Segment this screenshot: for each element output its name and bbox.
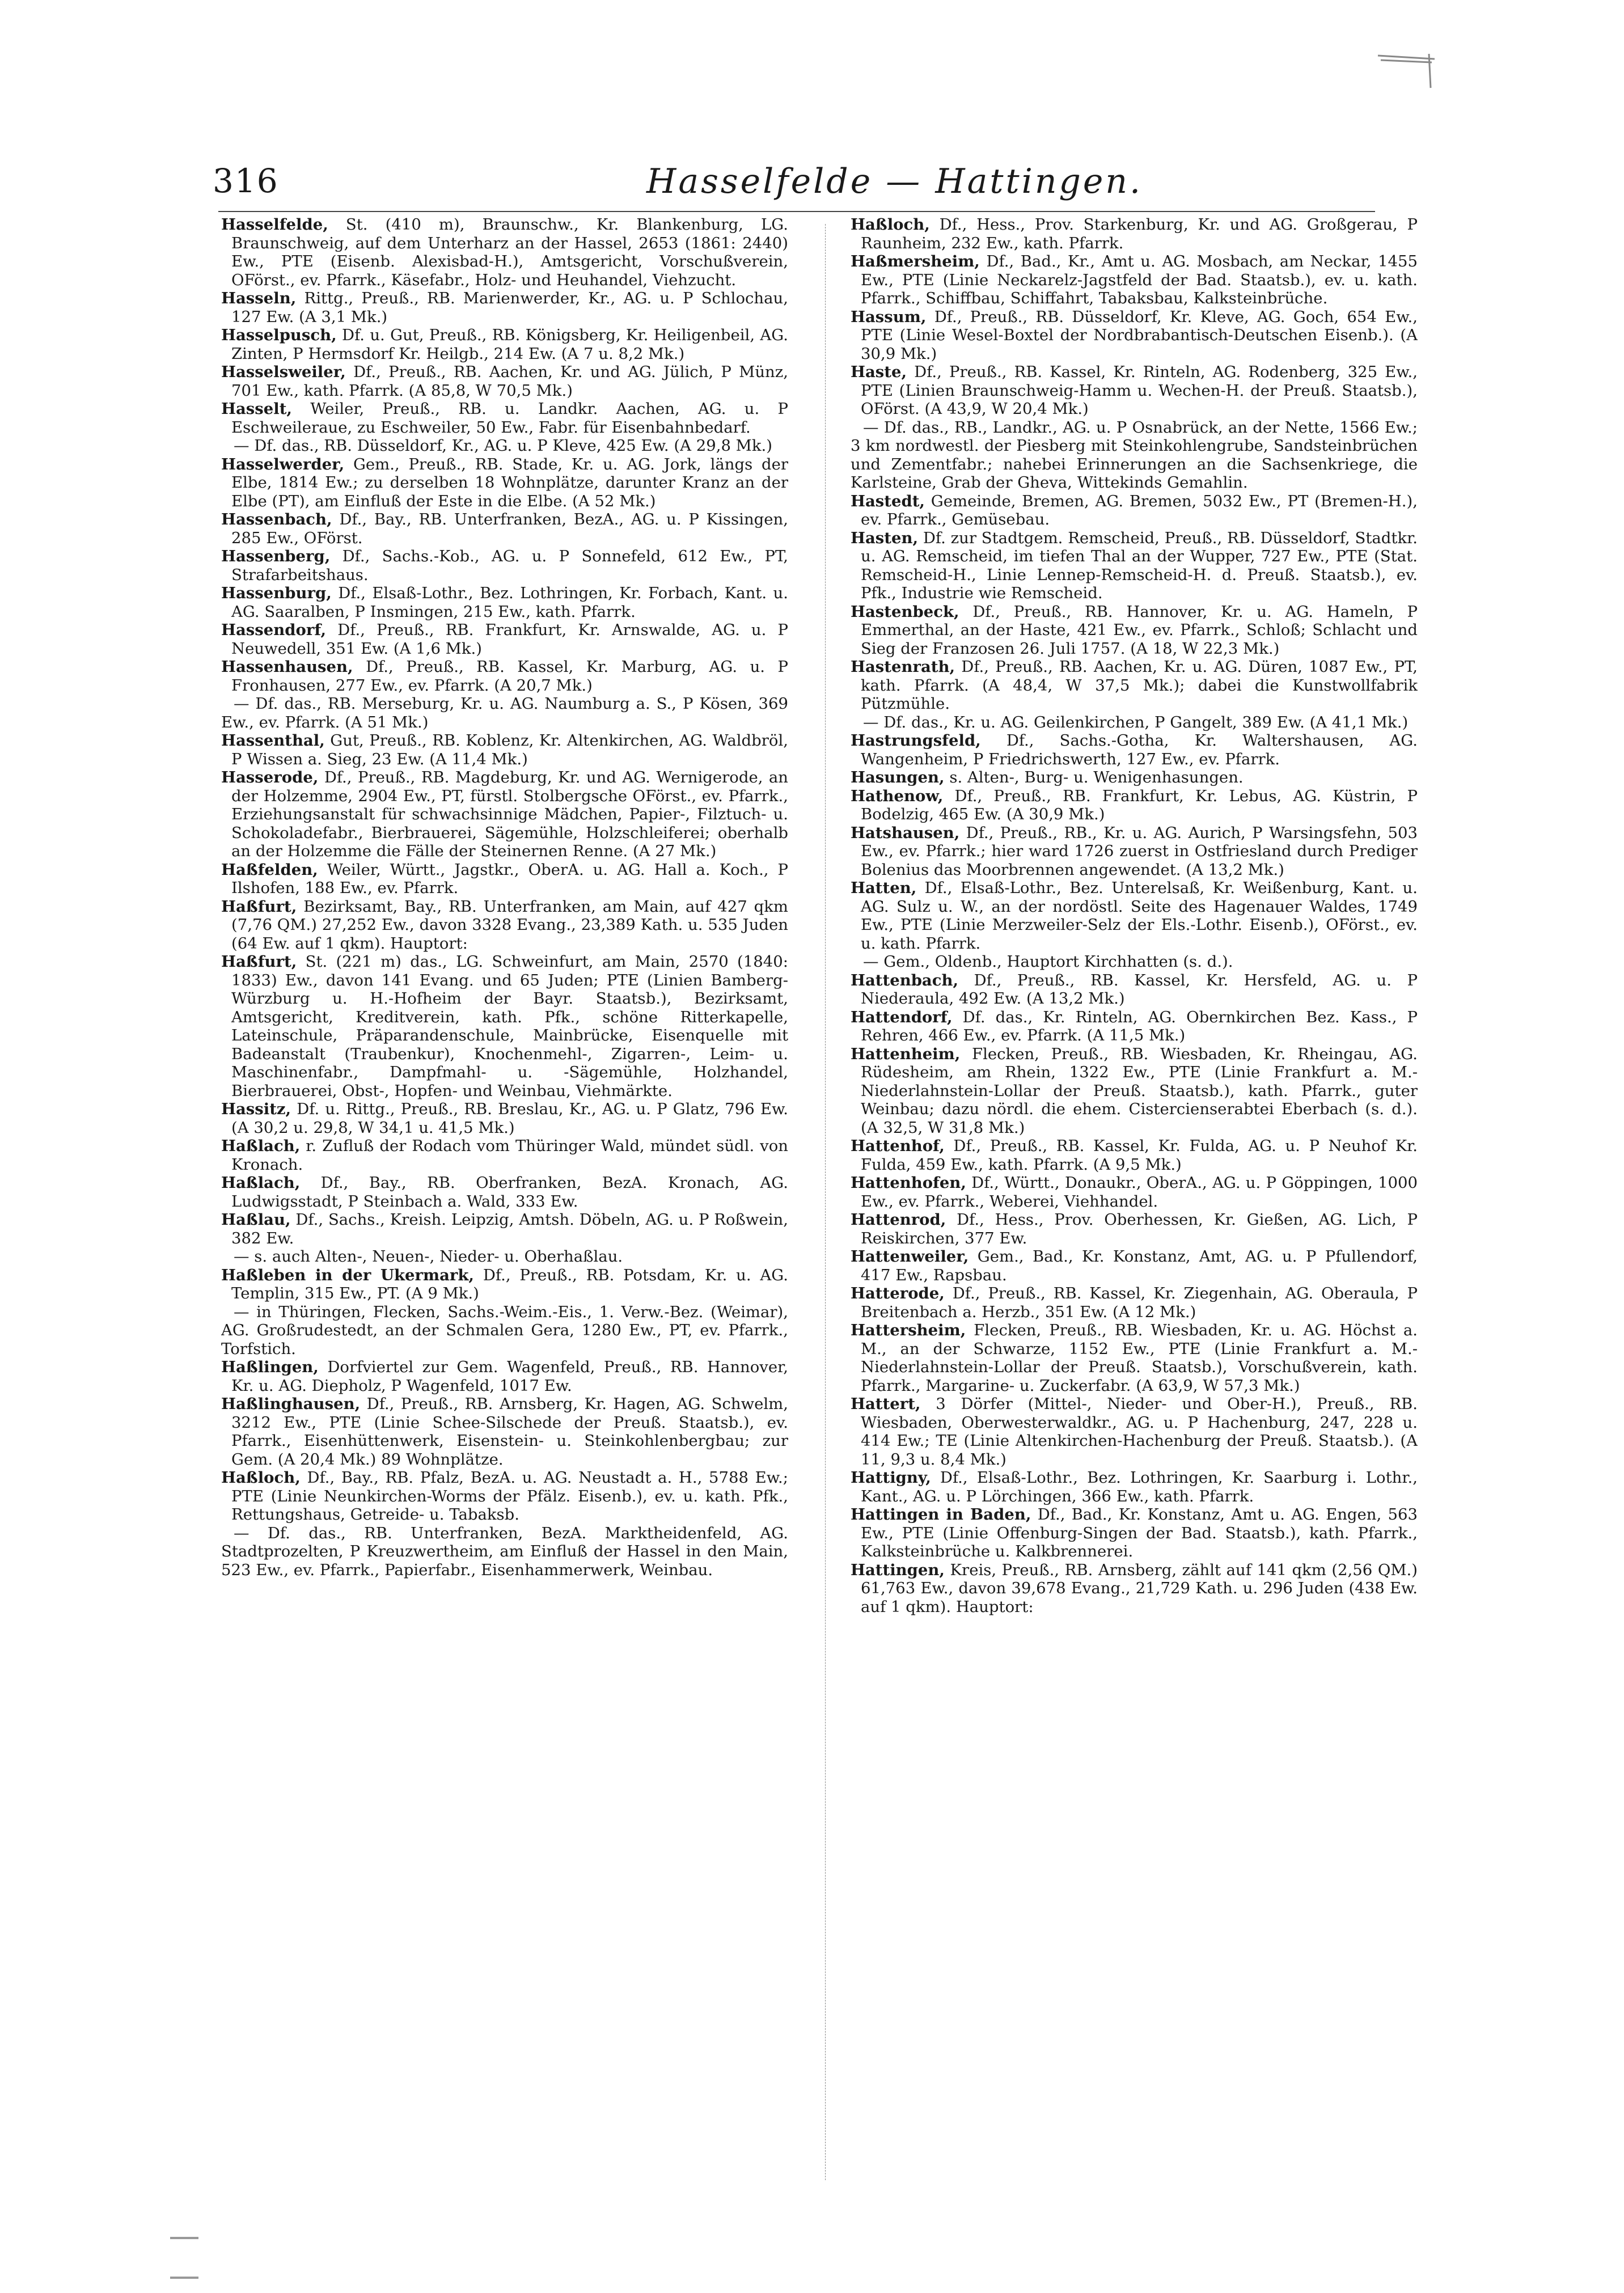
entry-headword: Haßfurt,: [221, 953, 297, 971]
entry-text: Df., Bad., Kr. Konstanz, Amt u. AG. Engen, 563 Ew., PTE (Linie Offenburg-Singen der Bad. Staatsb.), kath. Pfarrk., Kalksteinbrüche u. Kalkbrennerei.: [861, 1505, 1418, 1560]
dictionary-entry: [221, 1395, 788, 1469]
dictionary-entry: [851, 658, 1418, 713]
entry-text: — s. auch Alten-, Neuen-, Nieder- u. Oberhaßlau.: [234, 1247, 623, 1266]
entry-text: Gemeinde, Bremen, AG. Bremen, 5032 Ew., PT (Bremen-H.), ev. Pfarrk., Gemüsebau.: [861, 492, 1418, 528]
entry-headword: Hastrungsfeld,: [851, 731, 981, 750]
entry-headword: Hassenberg,: [221, 547, 331, 565]
entry-headword: Haßfelden,: [221, 860, 318, 879]
entry-headword: Hattigny,: [851, 1469, 931, 1487]
entry-text: Df. u. Gut, Preuß., RB. Königsberg, Kr. Heiligenbeil, AG. Zinten, P Hermsdorf Kr. Heilgb., 214 Ew. (A 7 u. 8,2 Mk.): [231, 326, 788, 363]
entry-headword: Hastenbeck,: [851, 602, 959, 621]
entry-text: Df., Preuß., RB. Düsseldorf, Kr. Kleve, AG. Goch, 654 Ew., PTE (Linie Wesel-Boxtel der Nordbrabantisch-Deutschen Eisenb.). (A 30,9 Mk.): [861, 307, 1418, 363]
dictionary-entry: [221, 584, 788, 621]
entry-headword: Hasselt,: [221, 400, 292, 418]
entry-headword: Haßlingen,: [221, 1358, 319, 1376]
dictionary-entry: [851, 953, 1418, 971]
entry-headword: Hatterode,: [851, 1284, 945, 1302]
entry-text: Df., Preuß., RB. Aachen, Kr. und AG. Jülich, P Münz, 701 Ew., kath. Pfarrk. (A 85,8, W 70,5 Mk.): [231, 363, 788, 400]
entry-text: Df. zur Stadtgem. Remscheid, Preuß., RB. Düsseldorf, Stadtkr. u. AG. Remscheid, im tiefen Thal an der Wupper, 727 Ew., PTE (Stat. Remscheid-H., Linie Lennep-Remscheid-H. d. Preuß. Staatsb.), ev. Pfk., Industrie wie Remscheid.: [861, 528, 1418, 602]
entry-headword: Hatshausen,: [851, 823, 960, 842]
entry-text: Df., Preuß., RB. Kassel, Kr. Ziegenhain, AG. Oberaula, P Breitenbach a. Herzb., 351 Ew. (A 12 Mk.): [861, 1284, 1418, 1321]
entry-headword: Hathenow,: [851, 786, 944, 805]
dictionary-entry: [221, 455, 788, 511]
entry-text: — Df. das., RB. Unterfranken, BezA. Marktheidenfeld, AG. Stadtprozelten, P Kreuzwertheim, am Einfluß der Hassel in den Main, 523 Ew., ev. Pfarrk., Papierfabr., Eisenhammerwerk, Weinbau.: [221, 1524, 788, 1579]
entry-text: Flecken, Preuß., RB. Wiesbaden, Kr. Rheingau, AG. Rüdesheim, am Rhein, 1322 Ew., PTE (Linie Frankfurt a. M.-Niederlahnstein-Lollar der Preuß. Staatsb.), kath. Pfarrk., guter Weinbau; dazu nördl. die ehem. Cistercienserabtei Eberbach (s. d.). (A 32,5, W 31,8 Mk.): [861, 1044, 1418, 1137]
header-rule: [218, 211, 1375, 212]
entry-text: Df., Hess., Prov. Oberhessen, Kr. Gießen, AG. Lich, P Reiskirchen, 377 Ew.: [861, 1211, 1418, 1247]
entry-text: St. (221 m) das., LG. Schweinfurt, am Main, 2570 (1840: 1833) Ew., davon 141 Evang. und 65 Juden; PTE (Linien Bamberg-Würzburg u. H.-Hofheim der Bayr. Staatsb.), Bezirksamt, Amtsgericht, Kreditverein, kath. Pfk., schöne Ritterkapelle, Lateinschule, Präparandenschule, Mainbrücke, Eisenquelle mit Badeanstalt (Traubenkur), Knochenmehl-, Zigarren-, Leim- u. Maschinenfabr., Dampfmahl- u. -Sägemühle, Holzhandel, Bierbrauerei, Obst-, Hopfen- und Weinbau, Viehmärkte.: [231, 953, 788, 1100]
entry-text: Df., Elsaß-Lothr., Bez. Lothringen, Kr. Saarburg i. Lothr., Kant., AG. u. P Lörchingen, 366 Ew., kath. Pfarrk.: [861, 1469, 1418, 1505]
entry-headword: Haßloch,: [221, 1469, 301, 1487]
entry-text: Df., Sachs., Kreish. Leipzig, Amtsh. Döbeln, AG. u. P Roßwein, 382 Ew.: [231, 1211, 788, 1247]
dictionary-entry: [851, 529, 1418, 603]
dictionary-entry: [221, 898, 788, 953]
entry-headword: Hattenheim,: [851, 1044, 961, 1063]
left-column: [221, 215, 788, 2234]
dictionary-entry: [851, 1284, 1418, 1321]
dictionary-entry: [221, 658, 788, 695]
entry-text: Kreis, Preuß., RB. Arnsberg, zählt auf 141 qkm (2,56 QM.) 61,763 Ew., davon 39,678 Evang., 21,729 Kath. u. 296 Juden (438 Ew. auf 1 qkm). Hauptort:: [861, 1560, 1418, 1616]
entry-text: — in Thüringen, Flecken, Sachs.-Weim.-Eis., 1. Verw.-Bez. (Weimar), AG. Großrudestedt, an der Schmalen Gera, 1280 Ew., PT, ev. Pfarrk., Torfstich.: [221, 1302, 788, 1358]
dictionary-entry: [221, 1100, 788, 1137]
dictionary-entry: [851, 1045, 1418, 1137]
entry-headword: Haßlach,: [221, 1174, 301, 1192]
entry-headword: Haßmersheim,: [851, 252, 980, 270]
corner-scan-mark: [1375, 51, 1437, 91]
entry-text: Weiler, Preuß., RB. u. Landkr. Aachen, AG. u. P Eschweileraue, zu Eschweiler, 50 Ew., Fabr. für Eisenbahnbedarf.: [231, 400, 788, 437]
dictionary-entry: [851, 787, 1418, 824]
dictionary-entry: [221, 1211, 788, 1247]
dictionary-entry: [851, 1561, 1418, 1617]
entry-headword: Haßfurt,: [221, 897, 297, 916]
entry-headword: Haßlinghausen,: [221, 1395, 361, 1413]
dictionary-entry: [851, 713, 1418, 732]
dictionary-entry: [221, 731, 788, 768]
entry-text: Df. u. Rittg., Preuß., RB. Breslau, Kr., AG. u. P Glatz, 796 Ew. (A 30,2 u. 29,8, W 34,1 u. 41,5 Mk.): [231, 1100, 788, 1137]
entry-headword: Hasserode,: [221, 768, 319, 786]
entry-text: Df., Preuß., RB. Frankfurt, Kr. Arnswalde, AG. u. P Neuwedell, 351 Ew. (A 1,6 Mk.): [231, 621, 788, 658]
entry-text: Df., Preuß., RB. Frankfurt, Kr. Lebus, AG. Küstrin, P Bodelzig, 465 Ew. (A 30,9 Mk.): [861, 786, 1418, 823]
right-column: [851, 215, 1418, 2234]
dictionary-entry: [851, 1008, 1418, 1045]
dictionary-entry: [851, 768, 1418, 787]
entry-headword: Hasselsweiler,: [221, 363, 346, 381]
entry-headword: Hattenbach,: [851, 971, 959, 989]
dictionary-entry: [851, 1469, 1418, 1505]
entry-text: — Df. das., Kr. u. AG. Geilenkirchen, P Gangelt, 389 Ew. (A 41,1 Mk.): [863, 713, 1409, 731]
entry-text: Df., Preuß., RB. Potsdam, Kr. u. AG. Templin, 315 Ew., PT. (A 9 Mk.): [231, 1266, 788, 1302]
entry-headword: Hastenrath,: [851, 658, 955, 676]
entry-headword: Hasselfelde,: [221, 215, 328, 234]
entry-headword: Hassenbach,: [221, 510, 332, 528]
entry-headword: Hattert,: [851, 1395, 921, 1413]
entry-text: Df., Preuß., RB. Kassel, Kr. Marburg, AG. u. P Fronhausen, 277 Ew., ev. Pfarrk. (A 20,7 Mk.): [231, 658, 788, 695]
entry-headword: Haßloch,: [851, 215, 930, 234]
entry-headword: Haßlau,: [221, 1211, 291, 1229]
entry-text: Df., Bay., RB. Oberfranken, BezA. Kronach, AG. Ludwigsstadt, P Steinbach a. Wald, 333 Ew.: [231, 1174, 788, 1211]
entry-text: Df., Hess., Prov. Starkenburg, Kr. und AG. Großgerau, P Raunheim, 232 Ew., kath. Pfarrk.: [861, 215, 1418, 252]
column-divider: [825, 224, 826, 2180]
dictionary-entry: [851, 418, 1418, 492]
dictionary-entry: [851, 363, 1418, 418]
entry-headword: Hattenhof,: [851, 1137, 945, 1155]
dictionary-entry: [221, 1247, 788, 1266]
dictionary-entry: [851, 1247, 1418, 1284]
entry-text: Df., Preuß., RB. Kassel, Kr. Rinteln, AG. Rodenberg, 325 Ew., PTE (Linien Braunschweig-Hamm u. Wechen-H. der Preuß. Staatsb.), OFörst. (A 43,9, W 20,4 Mk.): [861, 363, 1418, 418]
dictionary-entry: [851, 492, 1418, 529]
dictionary-entry: [221, 510, 788, 547]
entry-text: Df., Preuß., RB., Kr. u. AG. Aurich, P Warsingsfehn, 503 Ew., ev. Pfarrk.; hier ward 1726 zuerst in Ostfriesland durch Prediger Bolenius das Moorbrennen angewendet. (A 13,2 Mk.): [861, 823, 1418, 879]
dictionary-entry: [221, 400, 788, 437]
entry-headword: Hassenburg,: [221, 584, 332, 602]
entry-headword: Hattenhofen,: [851, 1174, 966, 1192]
entry-text: 3 Dörfer (Mittel-, Nieder- und Ober-H.), Preuß., RB. Wiesbaden, Oberwesterwaldkr., AG. u. P Hachenburg, 247, 228 u. 414 Ew.; TE (Linie Altenkirchen-Hachenburg der Preuß. Staatsb.). (A 11, 9,3 u. 8,4 Mk.): [861, 1395, 1418, 1469]
page-title: Hasselfelde — Hattingen.: [646, 162, 1143, 201]
dictionary-entry: [851, 1211, 1418, 1247]
entry-headword: Hattenweiler,: [851, 1247, 969, 1266]
entry-text: Df., Preuß., RB. Kassel, Kr. Hersfeld, AG. u. P Niederaula, 492 Ew. (A 13,2 Mk.): [861, 971, 1418, 1008]
dictionary-entry: [221, 1469, 788, 1524]
entry-text: Df., Bay., RB. Unterfranken, BezA., AG. u. P Kissingen, 285 Ew., OFörst.: [231, 510, 788, 547]
entry-text: Gem., Bad., Kr. Konstanz, Amt, AG. u. P Pfullendorf, 417 Ew., Rapsbau.: [861, 1247, 1418, 1284]
dictionary-entry: [851, 215, 1418, 252]
dictionary-entry: [221, 1137, 788, 1174]
entry-text: Df., Württ., Donaukr., OberA., AG. u. P Göppingen, 1000 Ew., ev. Pfarrk., Weberei, Viehhandel.: [861, 1174, 1418, 1211]
dictionary-entry: [221, 695, 788, 731]
entry-headword: Hattenrod,: [851, 1211, 946, 1229]
dictionary-entry: [221, 768, 788, 861]
edge-scan-mark: [170, 2277, 198, 2279]
entry-headword: Hasten,: [851, 528, 919, 547]
dictionary-entry: [851, 603, 1418, 658]
dictionary-entry: [221, 363, 788, 400]
dictionary-entry: [221, 621, 788, 658]
dictionary-entry: [221, 861, 788, 898]
entry-text: Dorfviertel zur Gem. Wagenfeld, Preuß., RB. Hannover, Kr. u. AG. Diepholz, P Wagenfeld, 1017 Ew.: [231, 1358, 788, 1395]
edge-scan-mark: [170, 2237, 198, 2239]
entry-text: Bezirksamt, Bay., RB. Unterfranken, am Main, auf 427 qkm (7,76 QM.) 27,252 Ew., davon 3328 Evang., 23,389 Kath. u. 535 Juden (64 Ew. auf 1 qkm). Hauptort:: [231, 897, 788, 953]
entry-headword: Hassitz,: [221, 1100, 291, 1118]
entry-text: s. Alten-, Burg- u. Wenigenhasungen.: [949, 768, 1244, 786]
dictionary-entry: [221, 437, 788, 455]
dictionary-entry: [851, 879, 1418, 953]
dictionary-entry: [851, 308, 1418, 363]
entry-text: Df., Preuß., RB. Hannover, Kr. u. AG. Hameln, P Emmerthal, an der Haste, 421 Ew., ev. Pfarrk., Schloß; Schlacht und Sieg der Franzosen 26. Juli 1757. (A 18, W 22,3 Mk.): [861, 602, 1418, 658]
entry-text: Df., Bad., Kr., Amt u. AG. Mosbach, am Neckar, 1455 Ew., PTE (Linie Neckarelz-Jagstfeld der Bad. Staatsb.), ev. u. kath. Pfarrk., Schiffbau, Schiffahrt, Tabaksbau, Kalksteinbrüche.: [861, 252, 1418, 307]
entry-text: Gut, Preuß., RB. Koblenz, Kr. Altenkirchen, AG. Waldbröl, P Wissen a. Sieg, 23 Ew. (A 11,4 Mk.): [231, 731, 788, 768]
dictionary-entry: [221, 215, 788, 289]
entry-text: Df., Sachs.-Kob., AG. u. P Sonnefeld, 612 Ew., PT, Strafarbeitshaus.: [231, 547, 788, 584]
entry-headword: Hassenhausen,: [221, 658, 353, 676]
entry-text: — Gem., Oldenb., Hauptort Kirchhatten (s. d.).: [863, 953, 1233, 971]
dictionary-entry: [851, 1137, 1418, 1174]
page-number: 316: [213, 162, 279, 200]
dictionary-entry: [851, 731, 1418, 768]
entry-headword: Hastedt,: [851, 492, 925, 510]
entry-headword: Hasungen,: [851, 768, 945, 786]
dictionary-entry: [851, 971, 1418, 1008]
dictionary-entry: [221, 1303, 788, 1359]
entry-text: Df., Elsaß-Lothr., Bez. Lothringen, Kr. Forbach, Kant. u. AG. Saaralben, P Insmingen, 215 Ew., kath. Pfarrk.: [231, 584, 788, 621]
dictionary-entry: [851, 1174, 1418, 1211]
dictionary-entry: [221, 1174, 788, 1211]
entry-text: Rittg., Preuß., RB. Marienwerder, Kr., AG. u. P Schlochau, 127 Ew. (A 3,1 Mk.): [231, 289, 788, 326]
entry-text: St. (410 m), Braunschw., Kr. Blankenburg, LG. Braunschweig, auf dem Unterharz an der Hassel, 2653 (1861: 2440) Ew., PTE (Eisenb. Alexisbad-H.), Amtsgericht, Vorschußverein, OFörst., ev. Pfarrk., Käsefabr., Holz- und Heuhandel, Viehzucht.: [231, 215, 788, 289]
entry-text: Df., Preuß., RB. Aachen, Kr. u. AG. Düren, 1087 Ew., PT, kath. Pfarrk. (A 48,4, W 37,5 Mk.); dabei die Kunstwollfabrik Pützmühle.: [861, 658, 1418, 713]
entry-text: Df., Preuß., RB. Kassel, Kr. Fulda, AG. u. P Neuhof Kr. Fulda, 459 Ew., kath. Pfarrk. (A 9,5 Mk.): [861, 1137, 1418, 1174]
entry-headword: Hassendorf,: [221, 621, 327, 639]
entry-text: Df., Elsaß-Lothr., Bez. Unterelsaß, Kr. Weißenburg, Kant. u. AG. Sulz u. W., an der nordöstl. Seite des Hagenauer Waldes, 1749 Ew., PTE (Linie Merzweiler-Selz der Els.-Lothr. Eisenb.), OFörst., ev. u. kath. Pfarrk.: [861, 879, 1418, 953]
entry-headword: Hattingen,: [851, 1560, 945, 1579]
entry-headword: Hasselwerder,: [221, 455, 345, 473]
entry-headword: Haste,: [851, 363, 907, 381]
entry-text: Gem., Preuß., RB. Stade, Kr. u. AG. Jork, längs der Elbe, 1814 Ew.; zu derselben 18 Wohnplätze, darunter Kranz an der Elbe (PT), am Einfluß der Este in die Elbe. (A 52 Mk.): [231, 455, 788, 510]
entry-text: Flecken, Preuß., RB. Wiesbaden, Kr. u. AG. Höchst a. M., an der Schwarze, 1152 Ew., PTE (Linie Frankfurt a. M.-Niederlahnstein-Lollar der Preuß. Staatsb.), Vorschußverein, kath. Pfarrk., Margarine- u. Zuckerfabr. (A 63,9, W 57,3 Mk.): [861, 1321, 1418, 1395]
entry-text: Df., Preuß., RB. Arnsberg, Kr. Hagen, AG. Schwelm, 3212 Ew., PTE (Linie Schee-Silschede der Preuß. Staatsb.), ev. Pfarrk., Eisenhüttenwerk, Eisenstein- u. Steinkohlenbergbau; zur Gem. (A 20,4 Mk.) 89 Wohnplätze.: [231, 1395, 788, 1469]
entry-headword: Hassum,: [851, 307, 927, 326]
dictionary-entry: [221, 289, 788, 326]
dictionary-entry: [221, 1524, 788, 1580]
entry-text: r. Zufluß der Rodach vom Thüringer Wald, mündet südl. von Kronach.: [231, 1137, 788, 1174]
entry-headword: Haßleben in der Ukermark,: [221, 1266, 475, 1284]
entry-headword: Hasseln,: [221, 289, 297, 307]
entry-text: Df., Bay., RB. Pfalz, BezA. u. AG. Neustadt a. H., 5788 Ew.; PTE (Linie Neunkirchen-Worms der Pfälz. Eisenb.), ev. u. kath. Pfk., Rettungshaus, Getreide- u. Tabaksb.: [231, 1469, 788, 1524]
dictionary-entry: [221, 1266, 788, 1303]
dictionary-entry: [221, 953, 788, 1100]
entry-text: Df. das., Kr. Rinteln, AG. Obernkirchen Bez. Kass., P Rehren, 466 Ew., ev. Pfarrk. (A 11,5 Mk.): [861, 1008, 1418, 1044]
entry-text: Df., Sachs.-Gotha, Kr. Waltershausen, AG. Wangenheim, P Friedrichswerth, 127 Ew., ev. Pfarrk.: [861, 731, 1418, 768]
dictionary-entry: [851, 252, 1418, 308]
dictionary-entry: [851, 1505, 1418, 1561]
dictionary-entry: [851, 1321, 1418, 1395]
entry-headword: Hattersheim,: [851, 1321, 966, 1339]
entry-headword: Hattendorf,: [851, 1008, 953, 1026]
entry-headword: Hassenthal,: [221, 731, 325, 750]
dictionary-entry: [221, 547, 788, 584]
dictionary-entry: [851, 1395, 1418, 1469]
entry-text: — Df. das., RB., Landkr., AG. u. P Osnabrück, an der Nette, 1566 Ew.; 3 km nordwestl. der Piesberg mit Steinkohlengrube, Sandsteinbrüchen und Zementfabr.; nahebei Erinnerungen an die Sachsenkriege, die Karlsteine, Grab der Gheva, Wittekinds Gemahlin.: [851, 418, 1418, 492]
dictionary-entry: [851, 824, 1418, 879]
entry-headword: Hatten,: [851, 879, 917, 897]
entry-text: Weiler, Württ., Jagstkr., OberA. u. AG. Hall a. Koch., P Ilshofen, 188 Ew., ev. Pfarrk.: [231, 860, 788, 897]
entry-text: — Df. das., RB. Düsseldorf, Kr., AG. u. P Kleve, 425 Ew. (A 29,8 Mk.): [234, 437, 772, 455]
entry-text: Df., Preuß., RB. Magdeburg, Kr. und AG. Wernigerode, an der Holzemme, 2904 Ew., PT, fürstl. Stolbergsche OFörst., ev. Pfarrk., Erziehungsanstalt für schwachsinnige Mädchen, Papier-, Filztuch- u. Schokoladefabr., Bierbrauerei, Sägemühle, Holzschleiferei; oberhalb an der Holzemme die Fälle der Steinernen Renne. (A 27 Mk.): [231, 768, 788, 860]
dictionary-entry: [221, 1358, 788, 1395]
entry-headword: Hasselpusch,: [221, 326, 337, 344]
entry-headword: Haßlach,: [221, 1137, 301, 1155]
entry-headword: Hattingen in Baden,: [851, 1505, 1031, 1524]
dictionary-entry: [221, 326, 788, 363]
entry-text: — Df. das., RB. Merseburg, Kr. u. AG. Naumburg a. S., P Kösen, 369 Ew., ev. Pfarrk. (A 51 Mk.): [221, 695, 788, 731]
